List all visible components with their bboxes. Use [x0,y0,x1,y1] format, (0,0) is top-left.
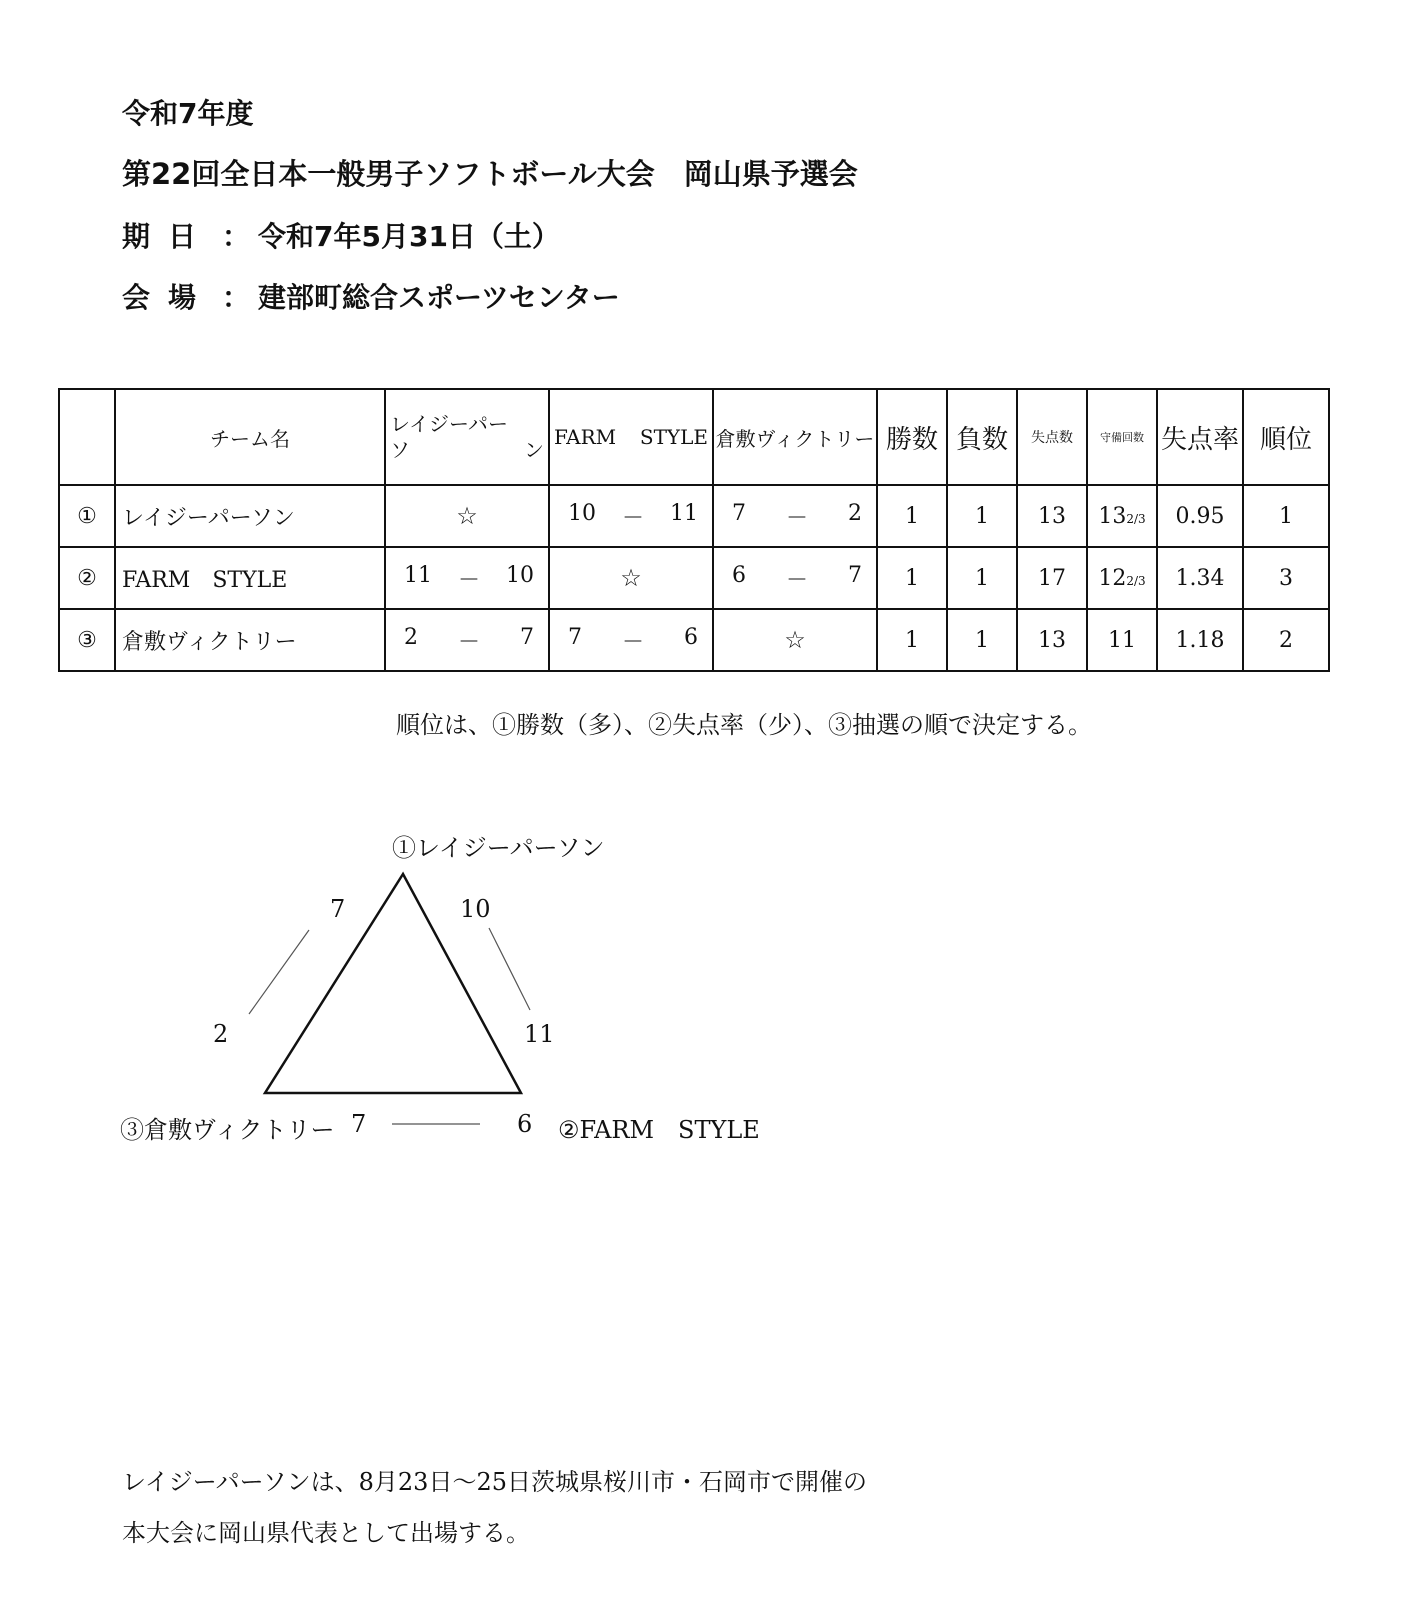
header-team1-line2a: ソ [390,438,410,462]
row-number: ① [59,485,115,547]
header-blank [59,389,115,485]
rank-value: 3 [1243,547,1329,609]
header-team1-line2b: ン [524,438,544,462]
self-match-star: ☆ [385,485,549,547]
runs-allowed-value: 13 [1017,609,1087,671]
page-title: 第22回全日本一般男子ソフトボール大会 岡山県予選会 [122,157,858,191]
match-score [549,609,713,671]
footer-line-1: レイジーパーソンは、8月23日～25日茨城県桜川市・石岡市で開催の [122,1468,867,1496]
diagram-bottom-edge-right-score: 6 [517,1110,533,1138]
losses-value: 1 [947,485,1017,547]
diagram-right-team: ②FARM STYLE [558,1116,760,1144]
venue-label: 会場 [122,281,215,314]
header-team-name: チーム名 [115,389,385,485]
score-dash: － [621,505,644,531]
header-runs-allowed-rate: 失点率 [1157,389,1243,485]
rank-value: 2 [1243,609,1329,671]
match-score [549,485,713,547]
table-row [59,609,1329,671]
team-name: レイジーパーソン [115,485,385,547]
wins-value: 1 [877,547,947,609]
match-score [713,485,877,547]
wins-value: 1 [877,485,947,547]
header-team2-b: STYLE [639,425,708,449]
rate-value: 1.34 [1157,547,1243,609]
innings-whole: 12 [1098,565,1127,591]
innings-whole: 11 [1108,627,1136,653]
innings-value [1087,547,1157,609]
innings-whole: 13 [1098,503,1127,529]
row-number: ③ [59,609,115,671]
losses-value: 1 [947,547,1017,609]
score-opp: 7 [519,624,534,650]
header-defense-innings: 守備回数 [1087,389,1157,485]
header-team1-line1: レイジーパー [390,412,508,436]
diagram-bottom-edge-left-score: 7 [351,1110,367,1138]
score-opp: 11 [669,500,698,526]
venue-value: 建部町総合スポーツセンター [258,281,620,314]
table-row [59,547,1329,609]
score-own: 7 [732,500,746,526]
row-number: ② [59,547,115,609]
team-name: 倉敷ヴィクトリー [115,609,385,671]
runs-allowed-value: 13 [1017,485,1087,547]
header-team1 [385,389,549,485]
diagram-left-edge-top-score: 7 [330,895,346,923]
match-score [713,547,877,609]
venue-row [122,276,620,316]
diagram-right-edge-bottom-score: 11 [524,1020,555,1048]
diagram-top-team: ①レイジーパーソン [392,834,605,862]
innings-fraction: 2/3 [1126,511,1146,526]
score-own: 7 [568,624,582,650]
table-row [59,485,1329,547]
rate-value: 0.95 [1157,485,1243,547]
header-rank: 順位 [1243,389,1329,485]
footer-line-2: 本大会に岡山県代表として出場する。 [122,1519,530,1547]
match-score [385,547,549,609]
date-label: 期日 [122,220,215,253]
header-losses: 負数 [947,389,1017,485]
date-value: 令和7年5月31日（土） [258,220,560,253]
fiscal-year: 令和7年度 [122,97,254,130]
wins-value: 1 [877,609,947,671]
diagram-left-edge-bottom-score: 2 [213,1020,229,1048]
header-wins: 勝数 [877,389,947,485]
innings-value [1087,485,1157,547]
score-opp: 2 [847,500,862,526]
left-edge-connector [249,930,309,1014]
match-score [385,609,549,671]
score-own: 6 [732,562,746,588]
losses-value: 1 [947,609,1017,671]
diagram-right-edge-top-score: 10 [460,895,491,923]
score-opp: 7 [847,562,862,588]
diagram-left-team: ③倉敷ヴィクトリー [120,1116,335,1144]
self-match-star: ☆ [549,547,713,609]
score-opp: 6 [683,624,698,650]
rate-value: 1.18 [1157,609,1243,671]
score-dash: － [621,629,644,655]
score-dash: － [785,505,808,531]
date-row [122,215,560,255]
header-team2 [549,389,713,485]
score-dash: － [457,629,480,655]
score-dash: － [785,567,808,593]
score-own: 10 [568,500,596,526]
team-name: FARM STYLE [115,547,385,609]
rank-value: 1 [1243,485,1329,547]
header-team3: 倉敷ヴィクトリー [713,389,877,485]
results-table [58,388,1330,672]
runs-allowed-value: 17 [1017,547,1087,609]
date-colon: ： [222,220,251,253]
table-header-row [59,389,1329,485]
right-edge-connector [489,928,530,1010]
score-opp: 10 [505,562,534,588]
score-dash: － [457,567,480,593]
innings-fraction: 2/3 [1126,573,1146,588]
venue-colon: ： [222,281,251,314]
header-runs-allowed: 失点数 [1017,389,1087,485]
header-team2-a: FARM [554,425,617,449]
innings-value [1087,609,1157,671]
score-own: 11 [404,562,432,588]
score-own: 2 [404,624,418,650]
self-match-star: ☆ [713,609,877,671]
ranking-rule-note: 順位は、①勝数（多）、②失点率（少）、③抽選の順で決定する。 [396,711,1092,739]
